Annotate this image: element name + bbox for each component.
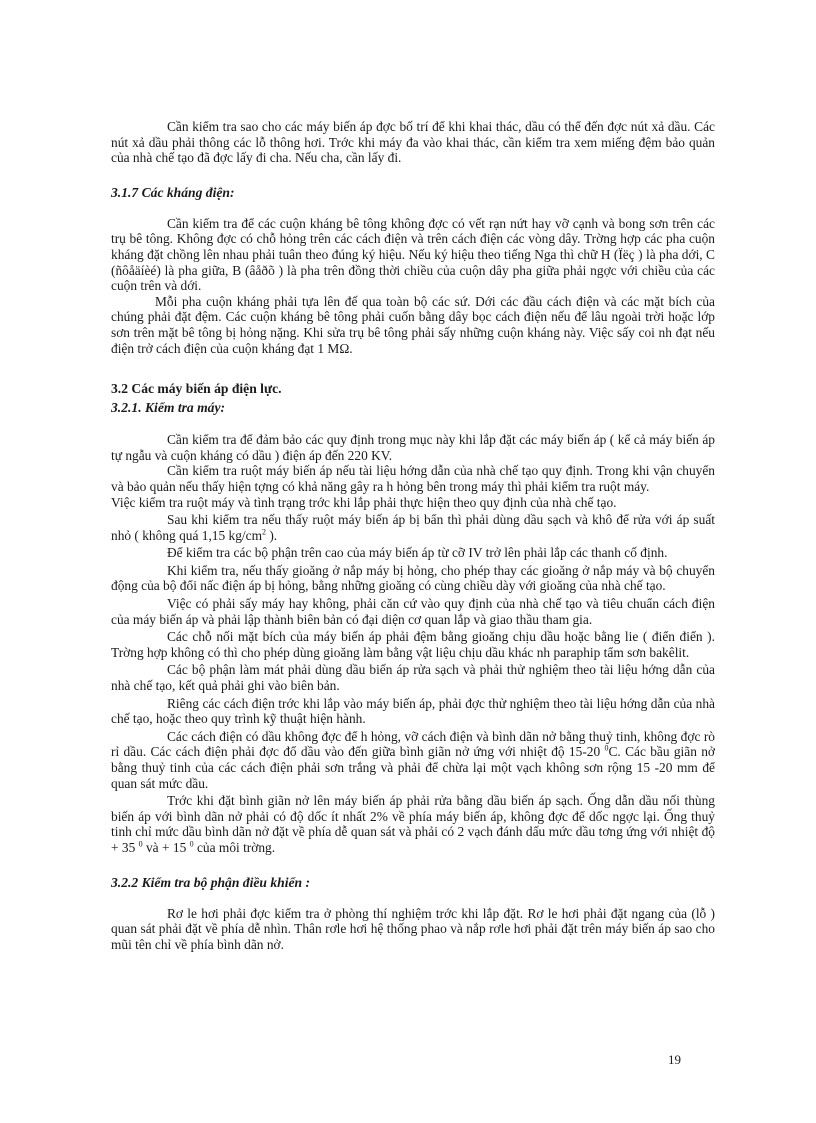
check-paragraph-7: Việc có phải sấy máy hay không, phải căn cứ vào quy định của nhà chế tạo và tiêu chuẩn cách điện của máy biến áp và phải lập thành biên bản có đại diện cơ quan lắp và giao thầu tham gia.	[111, 596, 715, 627]
p12-text-end: của môi trờng.	[193, 839, 276, 855]
check-paragraph-9: Các bộ phận làm mát phải dùng dầu biến áp rửa sạch và phải thử nghiệm theo tài liệu hớng dẫn của nhà chế tạo, kết quả phải ghi vào biên bản.	[111, 662, 715, 694]
control-paragraph-1: Rơ le hơi phải đợc kiểm tra ở phòng thí nghiệm trớc khi lắp đặt. Rơ le hơi phải đặt ngang của (lỗ ) quan sát phải đặt về phía dễ nhìn. Thân rơle hơi hệ thống phao và nắp rơle hơi phải đặt trên máy biến áp sao cho mũi tên chỉ về phía bình dãn nở.	[111, 905, 715, 952]
p11-superscript: 0	[604, 743, 609, 753]
check-paragraph-4	[111, 512, 715, 543]
p12-superscript-2: 0	[189, 839, 194, 849]
p12-text-mid: và + 15	[142, 839, 190, 855]
p11-text-end: C. Các bầu giãn nở bằng thuỷ tinh của các cách điện phải sơn trắng và phải để chừa lại một vạch không sơn rộng 15 -20 mm để quan sát mức dầu.	[111, 744, 715, 791]
check-paragraph-11	[111, 729, 715, 791]
page-content	[111, 119, 715, 952]
intro-paragraph: Cần kiểm tra sao cho các máy biến áp đợc bố trí để khi khai thác, dầu có thể đến đợc nút xả dầu. Các nút xả dầu phải thông các lỗ thông hơi. Trớc khi máy đa vào khai thác, cần kiểm tra xem miếng đệm bảo quản của nhà chế tạo đã đợc lấy đi cha. Nếu cha, cần lấy đi.	[111, 119, 715, 166]
check-paragraph-8: Các chỗ nối mặt bích của máy biến áp phải đệm bằng gioăng chịu dầu hoặc bằng lie ( điển điển ). Trờng hợp không có thì cho phép dùng gioăng làm bằng vật liệu chịu dầu khác nh paraphip tẩm sơn bakêlit.	[111, 629, 715, 660]
heading-3-2-1: 3.2.1. Kiểm tra máy:	[111, 400, 226, 416]
heading-3-1-7: 3.1.7 Các kháng điện:	[111, 184, 235, 200]
p4-text: Sau khi kiểm tra nếu thấy ruột máy biến áp bị bẩn thì phải dùng dầu sạch và khô để rửa với áp suất nhỏ ( không quá 1,15 kg/cm	[111, 512, 715, 543]
check-paragraph-5: Để kiểm tra các bộ phận trên cao của máy biến áp từ cỡ IV trở lên phải lắp các thanh cố định.	[167, 545, 668, 561]
reactor-paragraph-1: Cần kiểm tra để các cuộn kháng bê tông không đợc có vết rạn nứt hay vỡ cạnh và bong sơn trên các trụ bê tông. Không đợc có chỗ hỏng trên các cách điện và trên cách điện các vòng dây. Trờng hợp các pha cuộn kháng đặt chồng lên nhau phải tuân theo đúng ký hiệu. Nếu ký hiệu theo tiếng Nga thì chữ H (Ïëç ) là pha dới, C (ñôåäíèé) là pha giữa, B (âåðõ ) là pha trên đồng thời chiều của cuộn dây pha giữa phải ngợc với chiều của các cuộn trên và dới.	[111, 215, 715, 294]
check-paragraph-6: Khi kiểm tra, nếu thấy gioăng ở nắp máy bị hỏng, cho phép thay các gioăng ở nắp máy và bộ chuyển động của bộ đổi nấc điện áp bị hỏng, bằng những gioăng có cùng chiều dày với gioăng của nhà chế tạo.	[111, 562, 715, 594]
check-paragraph-2: Cần kiểm tra ruột máy biến áp nếu tài liệu hớng dẫn của nhà chế tạo quy định. Trong khi vận chuyển và bảo quản nếu thấy hiện tợng có khả năng gây ra h hỏng bên trong máy thì phải kiểm tra ruột máy.	[111, 463, 715, 494]
heading-3-2-2: 3.2.2 Kiểm tra bộ phận điều khiển :	[111, 874, 311, 890]
reactor-paragraph-2: Mỗi pha cuộn kháng phải tựa lên đế qua toàn bộ các sứ. Dới các đầu cách điện và các mặt bích của chúng phải đặt đệm. Các cuộn kháng bê tông phải cuốn bằng dây bọc cách điện nếu để lâu ngoài trời hoặc lớp sơn trên mặt bê tông bị hỏng nặng. Khi sửa trụ bê tông phải sấy những cuộn kháng này. Việc sấy coi nh đạt nếu điện trở cách điện của cuộn kháng đạt 1 MΩ.	[111, 293, 715, 356]
p4-superscript: 2	[262, 527, 266, 537]
p11-text: Các cách điện có dầu không đợc để h hỏng, vỡ cách điện và bình dãn nở bằng thuỷ tinh, không đợc rò rỉ dầu. Các cách điện phải đợc đổ dầu vào đến giữa bình giãn nở ứng với nhiệt độ 15-20	[111, 728, 715, 760]
p12-text: Trớc khi đặt bình giãn nở lên máy biến áp phải rửa bằng dầu biến áp sạch. Ống dẫn dầu nối thùng biến áp với bình dãn nở phải có độ dốc ít nhất 2% về phía máy biến áp, không đợc để dốc ngợc lại. Ống thuỷ tinh chỉ mức dầu bình dãn nở đặt về phía dễ quan sát và phải có 2 vạch đánh dấu mức dầu tơng ứng với nhiệt độ + 35	[111, 793, 715, 855]
check-paragraph-3: Việc kiểm tra ruột máy và tình trạng trớc khi lắp phải thực hiện theo quy định của nhà chế tạo.	[111, 494, 617, 510]
page-number: 19	[668, 1052, 681, 1067]
p4-text-end: ).	[266, 527, 278, 543]
check-paragraph-1: Cần kiểm tra để đảm bảo các quy định trong mục này khi lắp đặt các máy biến áp ( kể cả máy biến áp tự ngẫu và cuộn kháng có dầu ) điện áp đến 220 KV.	[111, 432, 715, 463]
check-paragraph-10: Riêng các cách điện trớc khi lắp vào máy biến áp, phải đợc thử nghiệm theo tài liệu hớng dẫn của nhà chế tạo, hoặc theo quy trình kỹ thuật hiện hành.	[111, 695, 715, 727]
heading-3-2: 3.2 Các máy biến áp điện lực.	[111, 381, 282, 397]
p12-superscript-1: 0	[138, 839, 143, 849]
check-paragraph-12	[111, 793, 715, 855]
